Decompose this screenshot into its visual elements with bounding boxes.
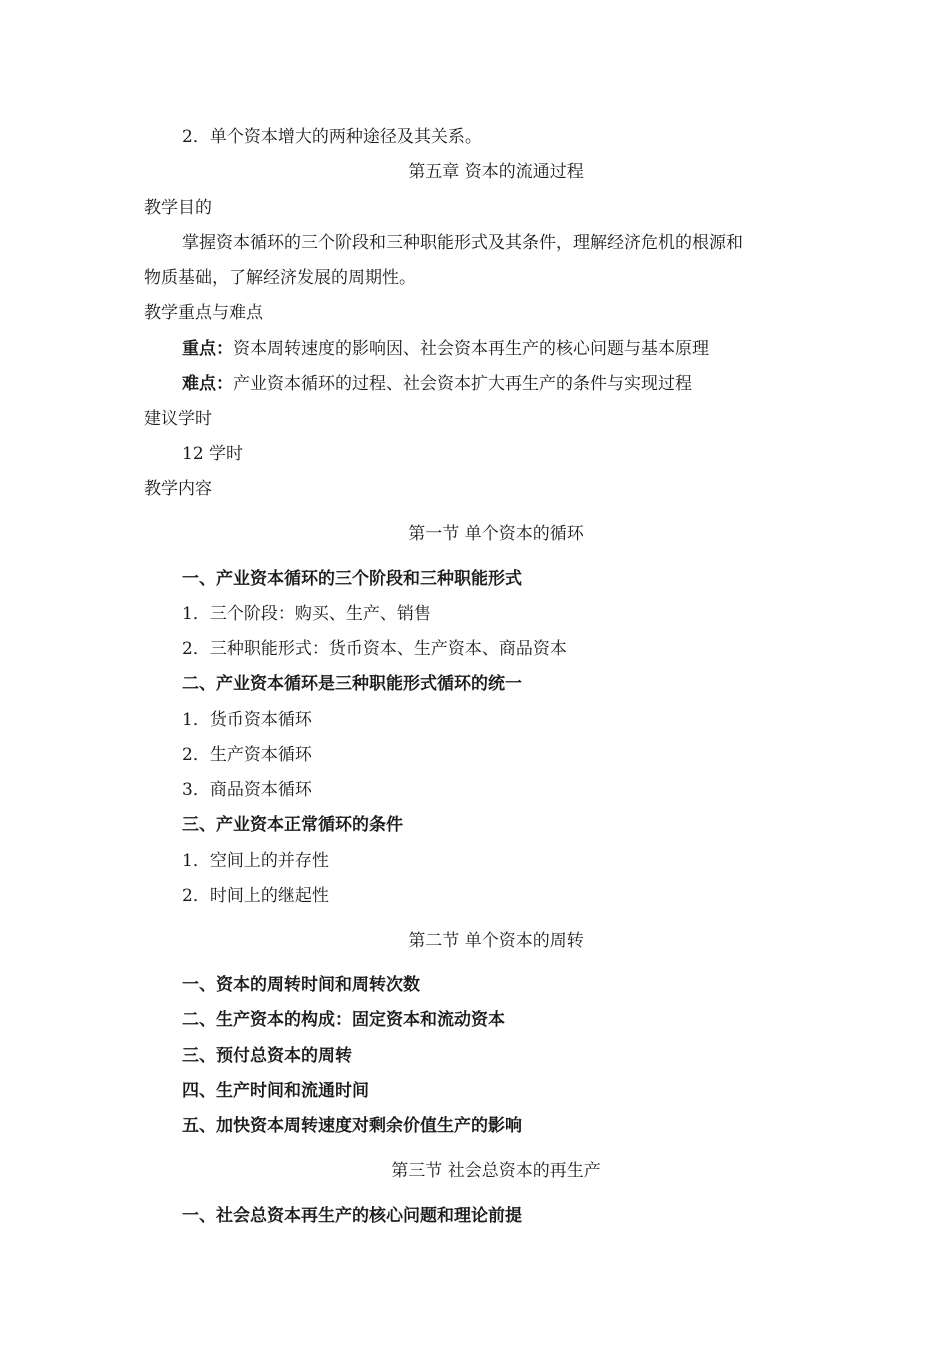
focus-line — [182, 338, 709, 360]
section-title: 第二节 单个资本的周转 — [408, 931, 584, 951]
difficulty-line — [182, 373, 692, 395]
objectives-text-line1: 掌握资本循环的三个阶段和三种职能形式及其条件，理解经济危机的根源和 — [182, 233, 743, 253]
key-points-heading: 教学重点与难点 — [144, 303, 263, 323]
content-heading: 教学内容 — [144, 479, 212, 499]
focus-label: 重点： — [182, 339, 233, 359]
list-item: 1．货币资本循环 — [182, 710, 312, 730]
subsection-heading: 四、生产时间和流通时间 — [182, 1081, 369, 1101]
hours-value: 12 学时 — [182, 444, 244, 464]
list-item: 1．三个阶段：购买、生产、销售 — [182, 604, 431, 624]
subsection-heading: 一、社会总资本再生产的核心问题和理论前提 — [182, 1206, 522, 1226]
objectives-heading: 教学目的 — [144, 198, 212, 218]
objectives-text-line2: 物质基础，了解经济发展的周期性。 — [144, 268, 416, 288]
subsection-heading: 一、产业资本循环的三个阶段和三种职能形式 — [182, 569, 522, 589]
focus-text: 资本周转速度的影响因、社会资本再生产的核心问题与基本原理 — [233, 339, 709, 359]
chapter-title: 第五章 资本的流通过程 — [408, 162, 584, 182]
list-item: 2．单个资本增大的两种途径及其关系。 — [182, 127, 482, 147]
list-item: 3．商品资本循环 — [182, 780, 312, 800]
list-item: 2．三种职能形式：货币资本、生产资本、商品资本 — [182, 639, 567, 659]
list-item: 2．生产资本循环 — [182, 745, 312, 765]
subsection-heading: 五、加快资本周转速度对剩余价值生产的影响 — [182, 1116, 522, 1136]
difficulty-text: 产业资本循环的过程、社会资本扩大再生产的条件与实现过程 — [233, 374, 692, 394]
difficulty-label: 难点： — [182, 374, 233, 394]
subsection-heading: 一、资本的周转时间和周转次数 — [182, 975, 420, 995]
subsection-heading: 二、产业资本循环是三种职能形式循环的统一 — [182, 674, 522, 694]
hours-heading: 建议学时 — [144, 409, 212, 429]
subsection-heading: 三、预付总资本的周转 — [182, 1046, 352, 1066]
section-title: 第三节 社会总资本的再生产 — [391, 1161, 601, 1181]
subsection-heading: 三、产业资本正常循环的条件 — [182, 815, 403, 835]
subsection-heading: 二、生产资本的构成：固定资本和流动资本 — [182, 1010, 505, 1030]
list-item: 1．空间上的并存性 — [182, 851, 329, 871]
list-item: 2．时间上的继起性 — [182, 886, 329, 906]
section-title: 第一节 单个资本的循环 — [408, 524, 584, 544]
